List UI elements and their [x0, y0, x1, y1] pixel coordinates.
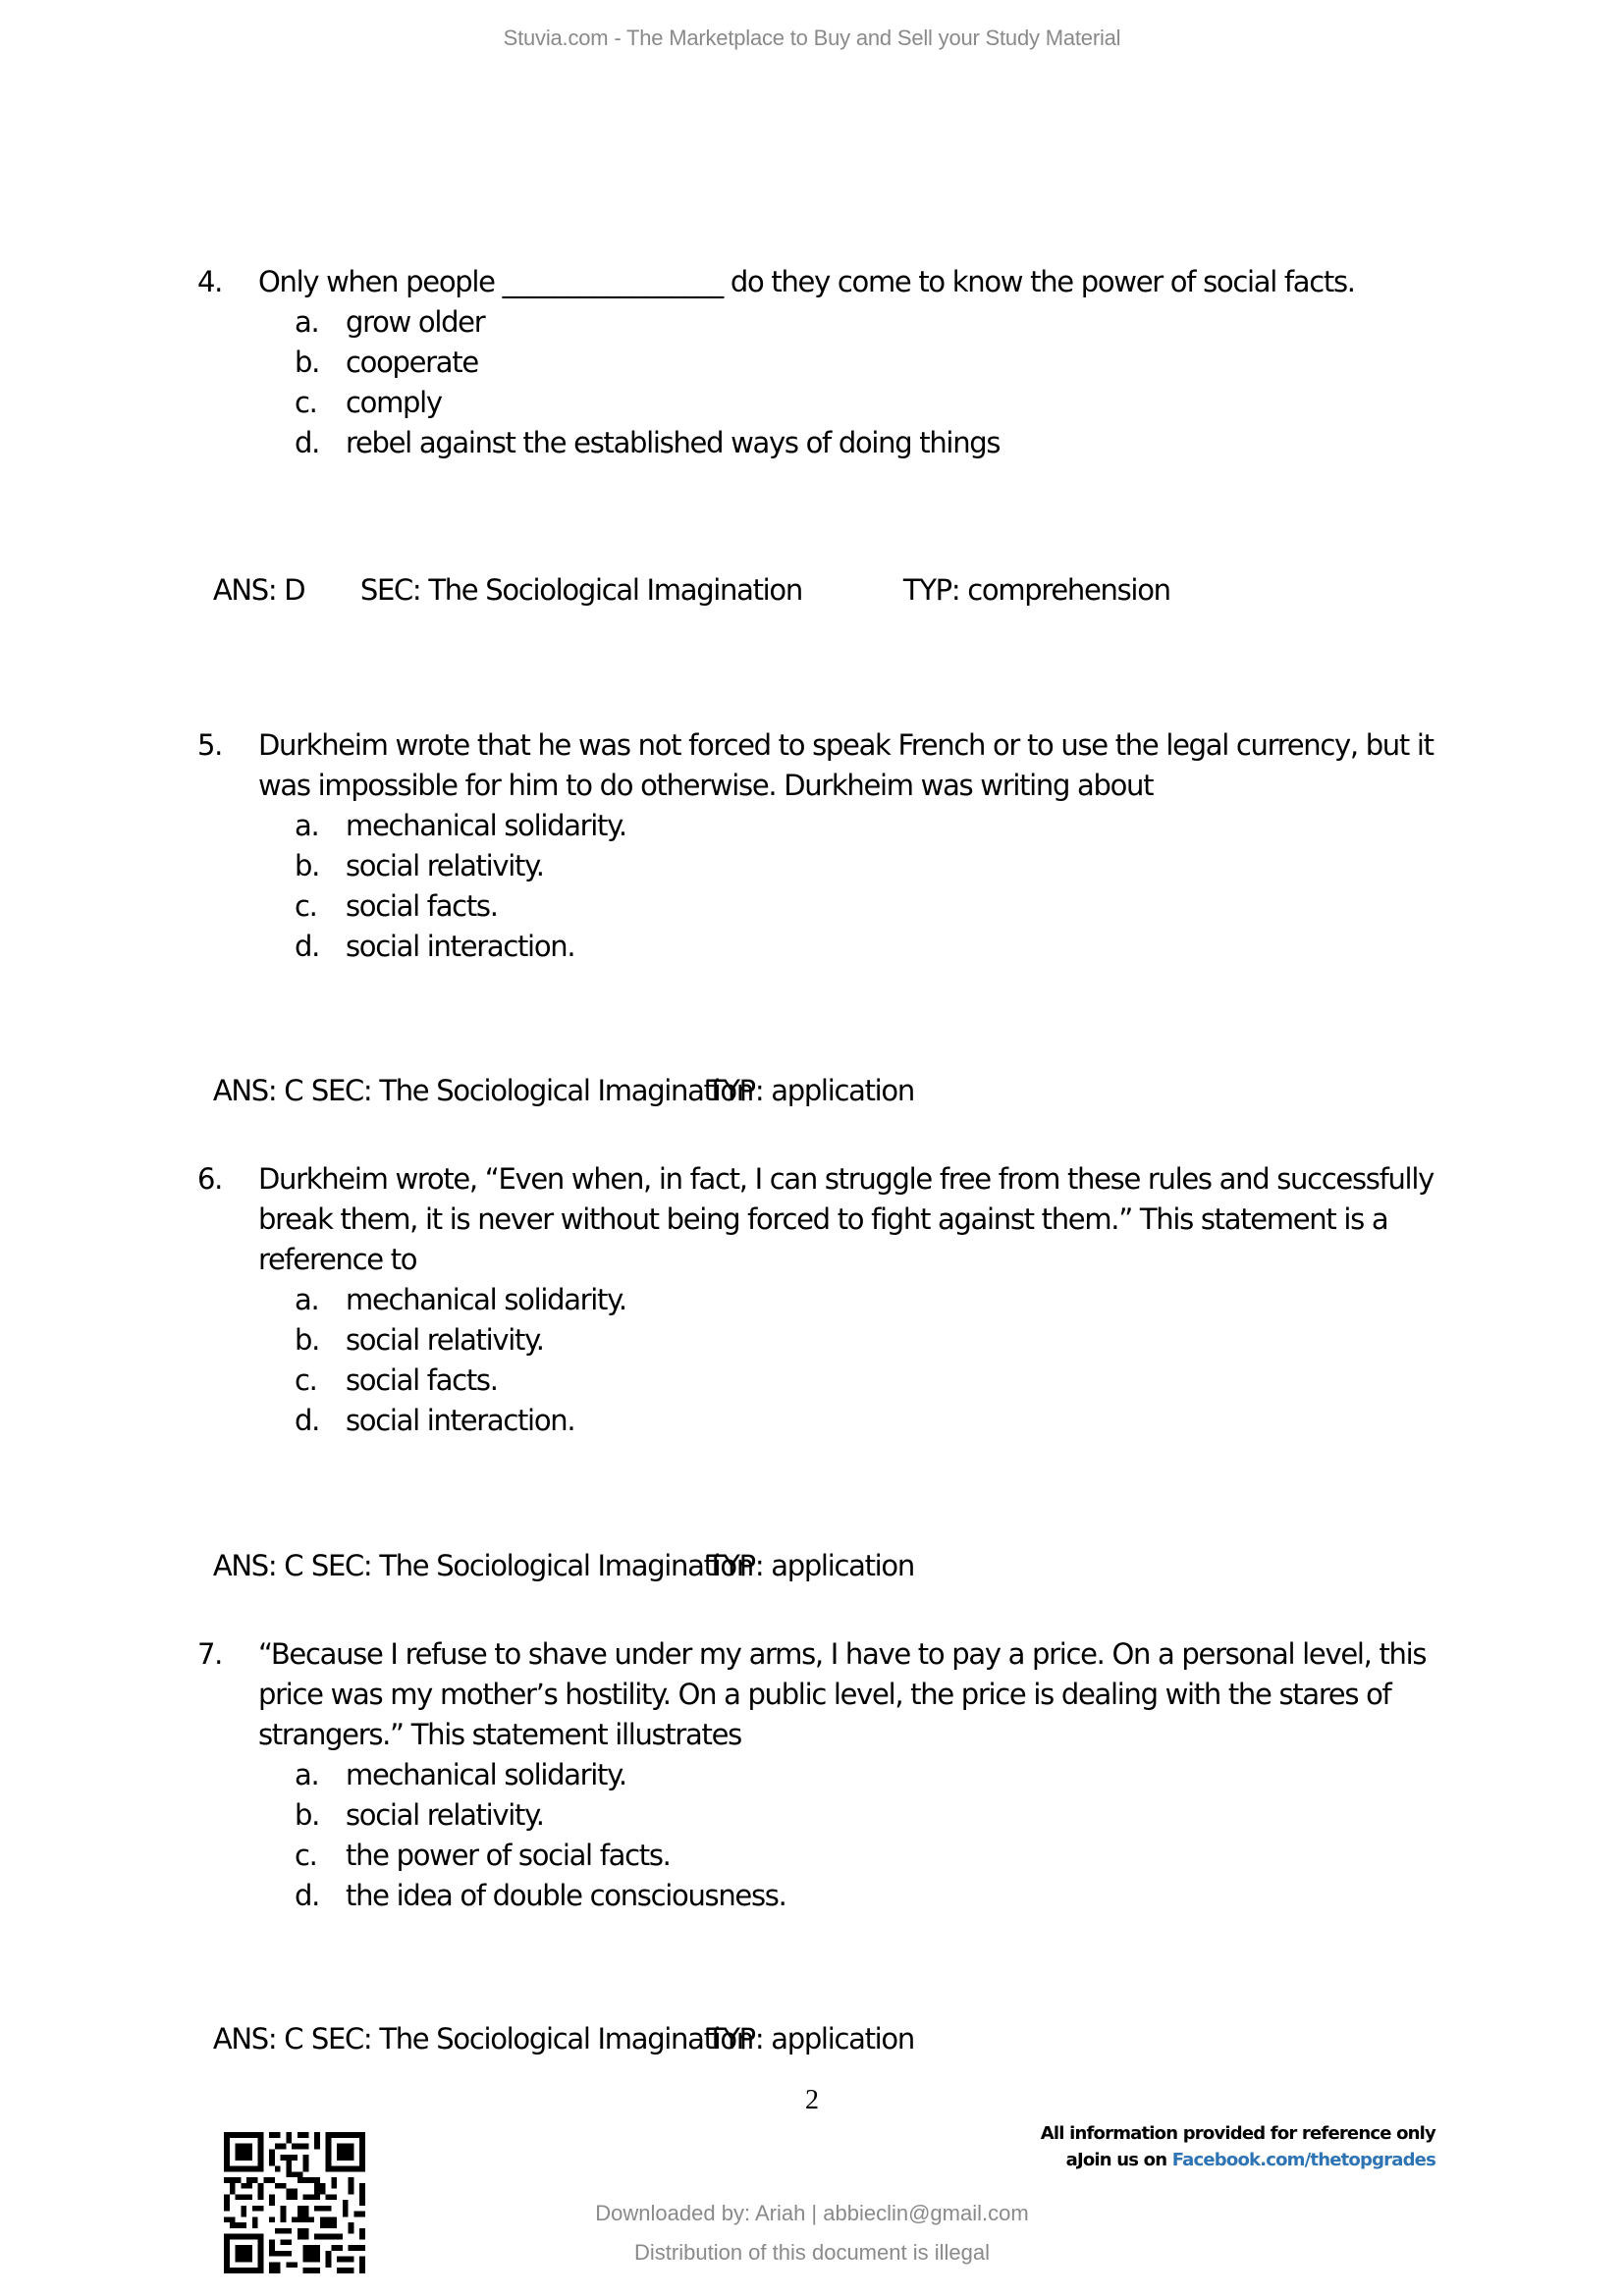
option-b: [295, 1320, 1474, 1361]
option-letter: b.: [295, 1323, 320, 1357]
downloaded-by: Downloaded by: Ariah | abbieclin@gmail.com: [595, 2201, 1029, 2225]
answer-key: ANS: D: [212, 573, 305, 607]
option-text: comply: [346, 386, 442, 419]
option-d: [295, 423, 1474, 463]
distribution-notice: Distribution of this document is illegal: [634, 2240, 990, 2265]
option-text: grow older: [346, 305, 485, 339]
option-letter: b.: [295, 346, 320, 379]
question-number: 5.: [197, 728, 223, 762]
option-letter: d.: [295, 1879, 320, 1912]
question-number: 6.: [197, 1162, 223, 1196]
option-c: [295, 886, 1474, 927]
option-text: the power of social facts.: [346, 1839, 671, 1872]
option-b: [295, 846, 1474, 886]
option-text: social relativity.: [346, 849, 544, 882]
option-text: cooperate: [346, 346, 478, 379]
option-letter: a.: [295, 1283, 319, 1316]
answer-type: TYP: comprehension: [902, 573, 1170, 607]
option-letter: c.: [295, 889, 317, 923]
answer-line-7: [197, 1979, 914, 2059]
answer-section: SEC: The Sociological Imagination: [310, 1074, 753, 1107]
option-a: [295, 1755, 1474, 1795]
notice-line-2: [1041, 2147, 1435, 2173]
notice-prefix: aJoin us on: [1065, 2150, 1172, 2170]
option-text: mechanical solidarity.: [346, 1758, 626, 1791]
question-5: [197, 725, 1474, 967]
option-letter: a.: [295, 1758, 319, 1791]
question-stem: Only when people _________________ do they come to know the power of social facts.: [258, 265, 1355, 298]
option-letter: d.: [295, 930, 320, 963]
answer-type: TYP: application: [706, 1549, 914, 1582]
answer-type: TYP: application: [706, 2022, 914, 2056]
answer-line-4: [197, 530, 1170, 611]
option-letter: b.: [295, 1798, 320, 1832]
option-letter: c.: [295, 386, 317, 419]
option-letter: c.: [295, 1839, 317, 1872]
option-text: rebel against the established ways of doing things: [346, 426, 1001, 459]
options-list: [295, 302, 1474, 463]
footer-notice: [1041, 2120, 1435, 2173]
option-text: social facts.: [346, 1363, 498, 1397]
option-c: [295, 1361, 1474, 1401]
option-d: [295, 927, 1474, 967]
option-text: social interaction.: [346, 1404, 575, 1437]
option-a: [295, 302, 1474, 343]
question-number: 7.: [197, 1637, 223, 1671]
option-c: [295, 383, 1474, 423]
answer-line-6: [197, 1506, 914, 1586]
option-text: social relativity.: [346, 1798, 544, 1832]
question-stem: Durkheim wrote, “Even when, in fact, I can struggle free from these rules and successfully break them, it is never without being forced to fight against them.” This statement is a reference to: [258, 1162, 1434, 1276]
question-6: [197, 1159, 1474, 1441]
option-letter: c.: [295, 1363, 317, 1397]
answer-key: ANS: C: [212, 1549, 303, 1582]
facebook-link[interactable]: Facebook.com/thetopgrades: [1171, 2150, 1435, 2170]
question-number: 4.: [197, 265, 223, 298]
answer-line-5: [197, 1031, 914, 1111]
option-text: social relativity.: [346, 1323, 544, 1357]
option-c: [295, 1836, 1474, 1876]
header-watermark: Stuvia.com - The Marketplace to Buy and Sell your Study Material: [503, 26, 1121, 50]
answer-section: SEC: The Sociological Imagination: [310, 1549, 753, 1582]
option-letter: a.: [295, 305, 319, 339]
option-a: [295, 806, 1474, 846]
option-d: [295, 1401, 1474, 1441]
page-number: 2: [805, 2085, 819, 2115]
question-7: [197, 1634, 1474, 1916]
option-letter: d.: [295, 426, 320, 459]
options-list: [295, 806, 1474, 967]
answer-section: SEC: The Sociological Imagination: [359, 573, 802, 607]
option-text: social interaction.: [346, 930, 575, 963]
option-b: [295, 343, 1474, 383]
option-letter: b.: [295, 849, 320, 882]
option-a: [295, 1280, 1474, 1320]
answer-type: TYP: application: [706, 1074, 914, 1107]
question-stem: “Because I refuse to shave under my arms, I have to pay a price. On a personal level, this price was my mother’s hostility. On a public level, the price is dealing with the stares of strangers.” This statement illustrates: [258, 1637, 1427, 1751]
option-b: [295, 1795, 1474, 1836]
option-text: mechanical solidarity.: [346, 809, 626, 842]
option-text: the idea of double consciousness.: [346, 1879, 786, 1912]
option-d: [295, 1876, 1474, 1916]
option-letter: d.: [295, 1404, 320, 1437]
options-list: [295, 1280, 1474, 1441]
answer-section: SEC: The Sociological Imagination: [310, 2022, 753, 2056]
question-4: [197, 262, 1474, 463]
options-list: [295, 1755, 1474, 1916]
answer-key: ANS: C: [212, 1074, 303, 1107]
answer-key: ANS: C: [212, 2022, 303, 2056]
option-text: social facts.: [346, 889, 498, 923]
option-letter: a.: [295, 809, 319, 842]
notice-line-1: All information provided for reference only: [1040, 2123, 1435, 2144]
option-text: mechanical solidarity.: [346, 1283, 626, 1316]
question-stem: Durkheim wrote that he was not forced to speak French or to use the legal currency, but it was impossible for him to do otherwise. Durkheim was writing about: [258, 728, 1434, 802]
